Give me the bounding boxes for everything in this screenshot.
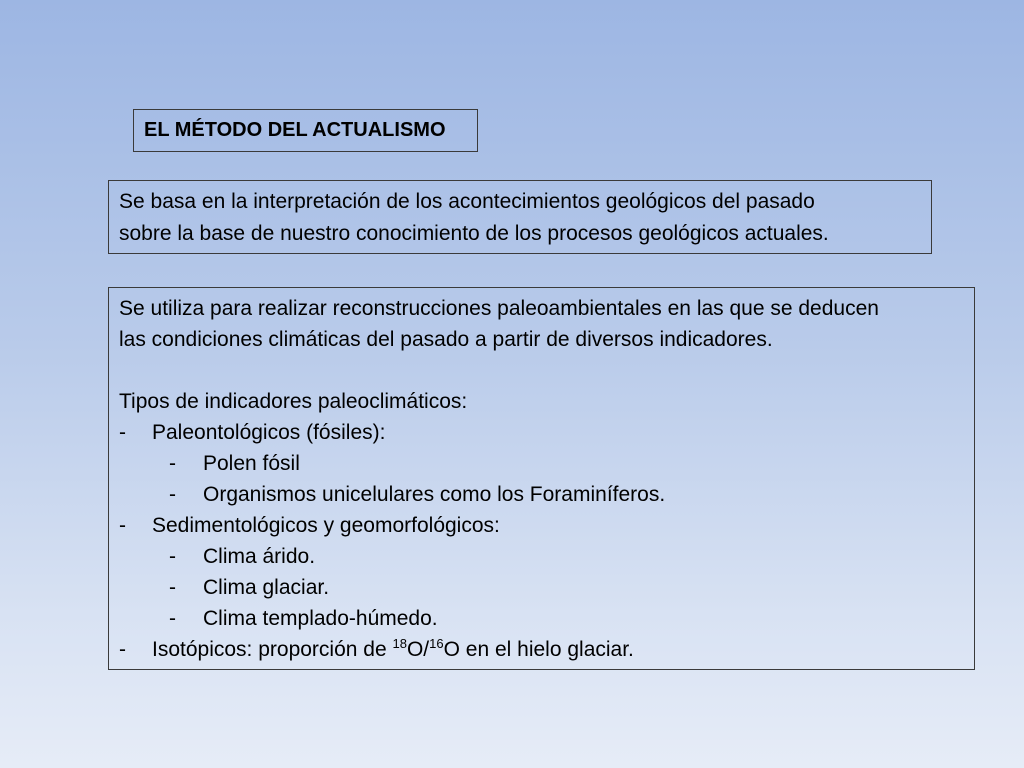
indicators-box <box>108 287 975 670</box>
paleontological-item-1: Polen fósil <box>203 452 300 475</box>
list-subitem <box>119 572 964 603</box>
isotopic-prefix: Isotópicos: proporción de <box>152 638 393 661</box>
isotope-16-mass: 16 <box>429 636 444 651</box>
isotope-18-symbol: O/ <box>406 638 430 661</box>
page-title: EL MÉTODO DEL ACTUALISMO <box>144 119 446 141</box>
list-dash: - <box>169 483 176 506</box>
list-dash: - <box>119 514 126 537</box>
paleontological-item-2: Organismos unicelulares como los Foraminíferos. <box>203 483 666 506</box>
list-dash: - <box>119 638 126 661</box>
list-item-sedimentological <box>119 510 964 541</box>
title-box <box>133 109 478 152</box>
list-item-paleontological <box>119 417 964 448</box>
isotope-16-symbol: O <box>443 638 460 661</box>
usage-line-2: las condiciones climáticas del pasado a partir de diversos indicadores. <box>119 328 773 351</box>
list-dash: - <box>169 576 176 599</box>
indicators-heading: Tipos de indicadores paleoclimáticos: <box>119 390 468 413</box>
paragraph-spacer <box>119 355 964 386</box>
sedimentological-item-3: Clima templado-húmedo. <box>203 607 438 630</box>
paleontological-label: Paleontológicos (fósiles): <box>152 421 386 444</box>
list-dash: - <box>169 452 176 475</box>
list-subitem <box>119 448 964 479</box>
definition-line-2: sobre la base de nuestro conocimiento de los procesos geológicos actuales. <box>119 222 829 245</box>
usage-line-1: Se utiliza para realizar reconstrucciones paleoambientales en las que se deducen <box>119 297 879 320</box>
sedimentological-item-2: Clima glaciar. <box>203 576 330 599</box>
list-dash: - <box>169 607 176 630</box>
sedimentological-item-1: Clima árido. <box>203 545 316 568</box>
isotopic-suffix: en el hielo glaciar. <box>459 638 634 661</box>
sedimentological-label: Sedimentológicos y geomorfológicos: <box>152 514 500 537</box>
list-subitem <box>119 479 964 510</box>
isotope-18-mass: 18 <box>392 636 407 651</box>
list-subitem <box>119 603 964 634</box>
definition-box <box>108 180 932 254</box>
list-item-isotopic <box>119 634 964 667</box>
definition-line-1: Se basa en la interpretación de los acontecimientos geológicos del pasado <box>119 190 815 213</box>
list-dash: - <box>169 545 176 568</box>
list-dash: - <box>119 421 126 444</box>
list-subitem <box>119 541 964 572</box>
